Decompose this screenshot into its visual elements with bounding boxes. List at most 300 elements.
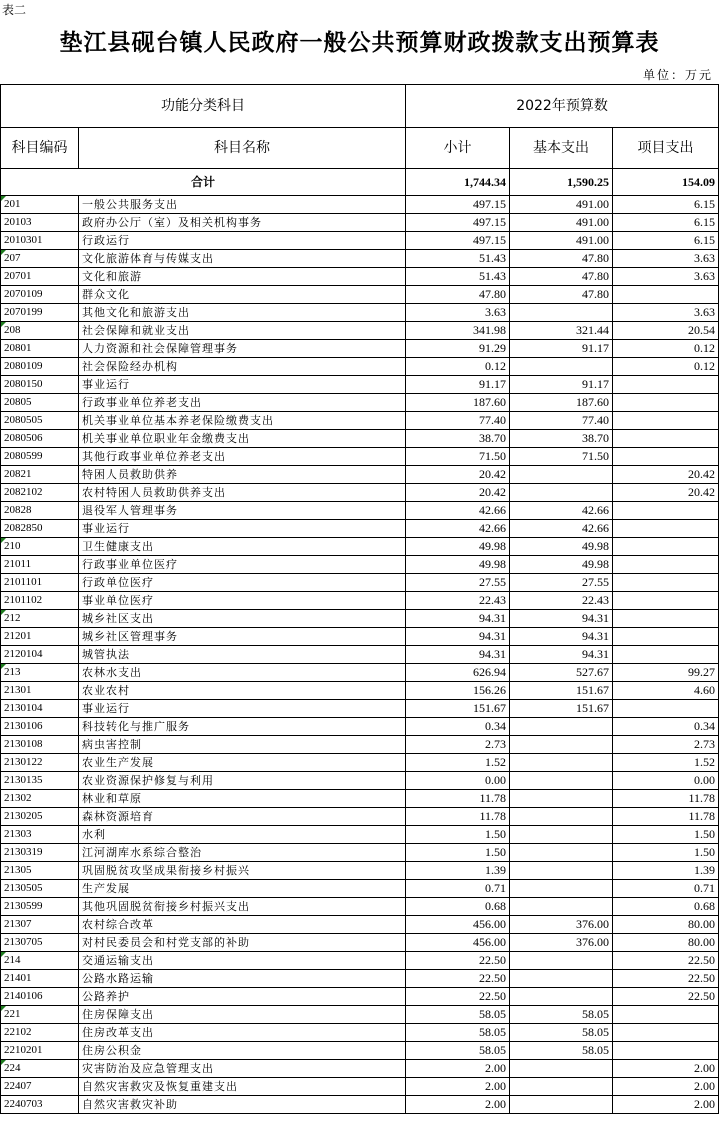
- row-name: 科技转化与推广服务: [79, 718, 406, 736]
- row-code: 2130122: [1, 754, 79, 772]
- row-basic: [510, 1096, 613, 1114]
- row-subtotal: 42.66: [406, 520, 510, 538]
- table-row: [1, 772, 719, 790]
- row-subtotal: 27.55: [406, 574, 510, 592]
- row-name: 对村民委员会和村党支部的补助: [79, 934, 406, 952]
- table-row: [1, 196, 719, 214]
- row-basic: [510, 1078, 613, 1096]
- row-basic: [510, 898, 613, 916]
- table-row: [1, 952, 719, 970]
- table-row: [1, 844, 719, 862]
- row-project: 2.73: [613, 736, 719, 754]
- row-code: 2082850: [1, 520, 79, 538]
- row-code: 208: [1, 322, 79, 340]
- row-name: 公路养护: [79, 988, 406, 1006]
- row-project: 1.39: [613, 862, 719, 880]
- row-code: 20805: [1, 394, 79, 412]
- row-code: 21302: [1, 790, 79, 808]
- row-basic: [510, 772, 613, 790]
- row-subtotal: 0.12: [406, 358, 510, 376]
- row-name: 住房改革支出: [79, 1024, 406, 1042]
- row-subtotal: 51.43: [406, 250, 510, 268]
- row-basic: 491.00: [510, 196, 613, 214]
- row-project: [613, 502, 719, 520]
- table-row: [1, 682, 719, 700]
- row-code: 20821: [1, 466, 79, 484]
- row-code: 224: [1, 1060, 79, 1078]
- row-code: 21201: [1, 628, 79, 646]
- row-basic: 376.00: [510, 916, 613, 934]
- row-name: 行政单位医疗: [79, 574, 406, 592]
- row-project: 1.50: [613, 826, 719, 844]
- row-code: 2120104: [1, 646, 79, 664]
- row-name: 交通运输支出: [79, 952, 406, 970]
- row-project: 22.50: [613, 988, 719, 1006]
- row-name: 文化旅游体育与传媒支出: [79, 250, 406, 268]
- row-subtotal: 22.50: [406, 988, 510, 1006]
- table-row: [1, 628, 719, 646]
- row-code: 21305: [1, 862, 79, 880]
- row-subtotal: 58.05: [406, 1006, 510, 1024]
- row-subtotal: 3.63: [406, 304, 510, 322]
- row-basic: 58.05: [510, 1024, 613, 1042]
- row-code: 21303: [1, 826, 79, 844]
- table-row: [1, 862, 719, 880]
- table-number-note: 表二: [2, 3, 27, 17]
- row-name: 自然灾害救灾及恢复重建支出: [79, 1078, 406, 1096]
- row-subtotal: 2.00: [406, 1060, 510, 1078]
- row-project: [613, 574, 719, 592]
- row-code: 207: [1, 250, 79, 268]
- table-row: [1, 1042, 719, 1060]
- row-project: 99.27: [613, 664, 719, 682]
- row-code: 2010301: [1, 232, 79, 250]
- table-row: [1, 592, 719, 610]
- row-basic: 27.55: [510, 574, 613, 592]
- table-row: [1, 916, 719, 934]
- row-code: 2101101: [1, 574, 79, 592]
- row-project: [613, 628, 719, 646]
- row-project: 1.52: [613, 754, 719, 772]
- row-project: [613, 1024, 719, 1042]
- row-name: 行政事业单位医疗: [79, 556, 406, 574]
- header-project: 项目支出: [613, 128, 719, 169]
- row-code: 21011: [1, 556, 79, 574]
- row-project: 3.63: [613, 268, 719, 286]
- row-basic: 527.67: [510, 664, 613, 682]
- row-code: 221: [1, 1006, 79, 1024]
- row-subtotal: 22.50: [406, 952, 510, 970]
- row-project: 0.00: [613, 772, 719, 790]
- table-row: [1, 1078, 719, 1096]
- row-project: [613, 430, 719, 448]
- row-code: 21307: [1, 916, 79, 934]
- table-row: [1, 286, 719, 304]
- table-row: [1, 1060, 719, 1078]
- row-basic: [510, 484, 613, 502]
- row-basic: [510, 1060, 613, 1078]
- row-project: 6.15: [613, 214, 719, 232]
- header-name: 科目名称: [79, 128, 406, 169]
- row-code: 20828: [1, 502, 79, 520]
- row-name: 卫生健康支出: [79, 538, 406, 556]
- row-basic: 49.98: [510, 556, 613, 574]
- row-subtotal: 49.98: [406, 538, 510, 556]
- row-code: 2130108: [1, 736, 79, 754]
- row-subtotal: 497.15: [406, 232, 510, 250]
- row-name: 灾害防治及应急管理支出: [79, 1060, 406, 1078]
- row-subtotal: 0.71: [406, 880, 510, 898]
- table-row: [1, 898, 719, 916]
- row-name: 机关事业单位基本养老保险缴费支出: [79, 412, 406, 430]
- row-basic: 49.98: [510, 538, 613, 556]
- row-code: 2070199: [1, 304, 79, 322]
- row-name: 住房保障支出: [79, 1006, 406, 1024]
- row-project: [613, 1006, 719, 1024]
- row-basic: [510, 880, 613, 898]
- row-subtotal: 71.50: [406, 448, 510, 466]
- row-subtotal: 2.00: [406, 1078, 510, 1096]
- row-project: [613, 394, 719, 412]
- row-name: 其他行政事业单位养老支出: [79, 448, 406, 466]
- table-row: [1, 520, 719, 538]
- row-basic: 58.05: [510, 1006, 613, 1024]
- row-basic: 151.67: [510, 700, 613, 718]
- row-code: 21301: [1, 682, 79, 700]
- row-name: 生产发展: [79, 880, 406, 898]
- row-subtotal: 0.00: [406, 772, 510, 790]
- row-subtotal: 456.00: [406, 934, 510, 952]
- row-code: 2130705: [1, 934, 79, 952]
- row-basic: 22.43: [510, 592, 613, 610]
- row-code: 2130599: [1, 898, 79, 916]
- row-name: 其他巩固脱贫衔接乡村振兴支出: [79, 898, 406, 916]
- total-project: 154.09: [613, 169, 719, 196]
- row-basic: 42.66: [510, 502, 613, 520]
- row-subtotal: 58.05: [406, 1042, 510, 1060]
- total-basic: 1,590.25: [510, 169, 613, 196]
- row-name: 事业运行: [79, 376, 406, 394]
- row-project: 80.00: [613, 934, 719, 952]
- row-code: 2080505: [1, 412, 79, 430]
- row-name: 住房公积金: [79, 1042, 406, 1060]
- table-row: [1, 700, 719, 718]
- row-name: 城乡社区管理事务: [79, 628, 406, 646]
- row-subtotal: 156.26: [406, 682, 510, 700]
- table-row: [1, 466, 719, 484]
- row-project: 3.63: [613, 304, 719, 322]
- row-basic: [510, 844, 613, 862]
- row-basic: 94.31: [510, 646, 613, 664]
- total-label: 合计: [1, 169, 406, 196]
- table-row: [1, 304, 719, 322]
- table-row: [1, 1096, 719, 1114]
- table-row: [1, 358, 719, 376]
- row-code: 2080506: [1, 430, 79, 448]
- row-project: 0.12: [613, 358, 719, 376]
- row-name: 公路水路运输: [79, 970, 406, 988]
- row-basic: [510, 718, 613, 736]
- row-name: 退役军人管理事务: [79, 502, 406, 520]
- row-project: [613, 556, 719, 574]
- table-row: [1, 880, 719, 898]
- row-name: 事业运行: [79, 520, 406, 538]
- table-row: [1, 430, 719, 448]
- row-basic: 58.05: [510, 1042, 613, 1060]
- row-name: 城乡社区支出: [79, 610, 406, 628]
- table-row: [1, 214, 719, 232]
- row-name: 森林资源培育: [79, 808, 406, 826]
- row-subtotal: 1.50: [406, 844, 510, 862]
- row-subtotal: 497.15: [406, 214, 510, 232]
- row-basic: 71.50: [510, 448, 613, 466]
- row-code: 21401: [1, 970, 79, 988]
- row-project: 22.50: [613, 952, 719, 970]
- row-subtotal: 47.80: [406, 286, 510, 304]
- row-name: 病虫害控制: [79, 736, 406, 754]
- table-row: [1, 808, 719, 826]
- row-basic: [510, 736, 613, 754]
- row-subtotal: 11.78: [406, 790, 510, 808]
- row-code: 2080599: [1, 448, 79, 466]
- row-name: 特困人员救助供养: [79, 466, 406, 484]
- row-subtotal: 38.70: [406, 430, 510, 448]
- row-subtotal: 91.29: [406, 340, 510, 358]
- row-name: 其他文化和旅游支出: [79, 304, 406, 322]
- header-code: 科目编码: [1, 128, 79, 169]
- table-row: [1, 988, 719, 1006]
- row-project: 3.63: [613, 250, 719, 268]
- header-subtotal: 小计: [406, 128, 510, 169]
- budget-table: [0, 84, 719, 1114]
- row-project: [613, 448, 719, 466]
- row-subtotal: 187.60: [406, 394, 510, 412]
- row-subtotal: 22.43: [406, 592, 510, 610]
- row-project: 0.12: [613, 340, 719, 358]
- row-basic: 38.70: [510, 430, 613, 448]
- row-name: 文化和旅游: [79, 268, 406, 286]
- row-code: 20801: [1, 340, 79, 358]
- table-row: [1, 610, 719, 628]
- row-project: [613, 700, 719, 718]
- row-basic: 42.66: [510, 520, 613, 538]
- table-row: [1, 232, 719, 250]
- row-code: 2210201: [1, 1042, 79, 1060]
- table-row: [1, 970, 719, 988]
- table-row: [1, 556, 719, 574]
- row-code: 20103: [1, 214, 79, 232]
- row-project: 20.54: [613, 322, 719, 340]
- table-row: [1, 448, 719, 466]
- row-name: 群众文化: [79, 286, 406, 304]
- page-title: 垫江县砚台镇人民政府一般公共预算财政拨款支出预算表: [59, 29, 660, 56]
- row-basic: [510, 970, 613, 988]
- row-subtotal: 51.43: [406, 268, 510, 286]
- row-basic: [510, 952, 613, 970]
- row-basic: 187.60: [510, 394, 613, 412]
- row-subtotal: 91.17: [406, 376, 510, 394]
- row-project: 22.50: [613, 970, 719, 988]
- row-code: 2082102: [1, 484, 79, 502]
- row-basic: [510, 466, 613, 484]
- row-project: 0.34: [613, 718, 719, 736]
- row-subtotal: 2.73: [406, 736, 510, 754]
- row-project: [613, 538, 719, 556]
- row-project: [613, 520, 719, 538]
- table-row: [1, 1024, 719, 1042]
- row-basic: 77.40: [510, 412, 613, 430]
- row-project: [613, 286, 719, 304]
- row-subtotal: 42.66: [406, 502, 510, 520]
- row-project: 20.42: [613, 484, 719, 502]
- row-project: 6.15: [613, 196, 719, 214]
- row-code: 212: [1, 610, 79, 628]
- row-code: 22102: [1, 1024, 79, 1042]
- row-name: 政府办公厅（室）及相关机构事务: [79, 214, 406, 232]
- row-name: 农村综合改革: [79, 916, 406, 934]
- table-row: [1, 484, 719, 502]
- row-project: 2.00: [613, 1096, 719, 1114]
- row-name: 农村特困人员救助供养支出: [79, 484, 406, 502]
- row-name: 行政事业单位养老支出: [79, 394, 406, 412]
- row-basic: 151.67: [510, 682, 613, 700]
- row-name: 农业资源保护修复与利用: [79, 772, 406, 790]
- row-name: 人力资源和社会保障管理事务: [79, 340, 406, 358]
- row-code: 214: [1, 952, 79, 970]
- row-project: 0.71: [613, 880, 719, 898]
- row-name: 自然灾害救灾补助: [79, 1096, 406, 1114]
- row-subtotal: 1.39: [406, 862, 510, 880]
- table-row: [1, 754, 719, 772]
- row-basic: [510, 862, 613, 880]
- row-subtotal: 341.98: [406, 322, 510, 340]
- row-basic: 47.80: [510, 268, 613, 286]
- header-budget: 2022年预算数: [406, 85, 719, 128]
- header-row-2: [1, 128, 719, 169]
- row-project: 2.00: [613, 1060, 719, 1078]
- row-name: 林业和草原: [79, 790, 406, 808]
- row-project: 0.68: [613, 898, 719, 916]
- row-code: 2080150: [1, 376, 79, 394]
- row-project: 1.50: [613, 844, 719, 862]
- row-project: 11.78: [613, 808, 719, 826]
- row-name: 机关事业单位职业年金缴费支出: [79, 430, 406, 448]
- row-project: [613, 1042, 719, 1060]
- row-code: 2130505: [1, 880, 79, 898]
- row-basic: [510, 826, 613, 844]
- row-name: 社会保障和就业支出: [79, 322, 406, 340]
- row-subtotal: 497.15: [406, 196, 510, 214]
- table-row: [1, 538, 719, 556]
- row-code: 2101102: [1, 592, 79, 610]
- row-subtotal: 94.31: [406, 610, 510, 628]
- row-project: [613, 610, 719, 628]
- row-subtotal: 456.00: [406, 916, 510, 934]
- row-code: 2130205: [1, 808, 79, 826]
- header-row-1: [1, 85, 719, 128]
- row-basic: 47.80: [510, 250, 613, 268]
- row-subtotal: 1.52: [406, 754, 510, 772]
- row-code: 201: [1, 196, 79, 214]
- row-basic: 91.17: [510, 376, 613, 394]
- table-row: [1, 1006, 719, 1024]
- table-row: [1, 412, 719, 430]
- row-project: [613, 376, 719, 394]
- table-row: [1, 718, 719, 736]
- row-code: 210: [1, 538, 79, 556]
- header-basic: 基本支出: [510, 128, 613, 169]
- row-project: 11.78: [613, 790, 719, 808]
- row-subtotal: 0.68: [406, 898, 510, 916]
- row-code: 2140106: [1, 988, 79, 1006]
- row-code: 2240703: [1, 1096, 79, 1114]
- row-subtotal: 1.50: [406, 826, 510, 844]
- row-name: 事业运行: [79, 700, 406, 718]
- unit-label: 单位：万元: [642, 68, 713, 82]
- row-project: 4.60: [613, 682, 719, 700]
- row-subtotal: 0.34: [406, 718, 510, 736]
- row-name: 行政运行: [79, 232, 406, 250]
- row-subtotal: 151.67: [406, 700, 510, 718]
- table-row: [1, 574, 719, 592]
- total-row: [1, 169, 719, 196]
- table-row: [1, 736, 719, 754]
- row-basic: [510, 754, 613, 772]
- table-row: [1, 790, 719, 808]
- row-code: 213: [1, 664, 79, 682]
- row-subtotal: 77.40: [406, 412, 510, 430]
- table-row: [1, 376, 719, 394]
- row-name: 农业生产发展: [79, 754, 406, 772]
- row-name: 农林水支出: [79, 664, 406, 682]
- table-row: [1, 934, 719, 952]
- row-basic: 91.17: [510, 340, 613, 358]
- row-project: [613, 592, 719, 610]
- row-subtotal: 94.31: [406, 646, 510, 664]
- row-code: 2130135: [1, 772, 79, 790]
- row-project: [613, 646, 719, 664]
- table-row: [1, 502, 719, 520]
- row-project: [613, 412, 719, 430]
- table-row: [1, 394, 719, 412]
- row-subtotal: 22.50: [406, 970, 510, 988]
- row-name: 水利: [79, 826, 406, 844]
- row-basic: [510, 808, 613, 826]
- total-subtotal: 1,744.34: [406, 169, 510, 196]
- row-basic: 94.31: [510, 610, 613, 628]
- row-subtotal: 626.94: [406, 664, 510, 682]
- row-name: 巩固脱贫攻坚成果衔接乡村振兴: [79, 862, 406, 880]
- row-basic: 47.80: [510, 286, 613, 304]
- row-subtotal: 58.05: [406, 1024, 510, 1042]
- row-project: 2.00: [613, 1078, 719, 1096]
- row-subtotal: 20.42: [406, 484, 510, 502]
- header-category: 功能分类科目: [1, 85, 406, 128]
- row-code: 2130106: [1, 718, 79, 736]
- row-name: 江河湖库水系综合整治: [79, 844, 406, 862]
- row-name: 一般公共服务支出: [79, 196, 406, 214]
- row-name: 城管执法: [79, 646, 406, 664]
- row-basic: 94.31: [510, 628, 613, 646]
- row-basic: [510, 358, 613, 376]
- row-code: 2070109: [1, 286, 79, 304]
- row-project: 6.15: [613, 232, 719, 250]
- row-subtotal: 49.98: [406, 556, 510, 574]
- row-code: 2130104: [1, 700, 79, 718]
- table-row: [1, 664, 719, 682]
- row-basic: 376.00: [510, 934, 613, 952]
- row-code: 2080109: [1, 358, 79, 376]
